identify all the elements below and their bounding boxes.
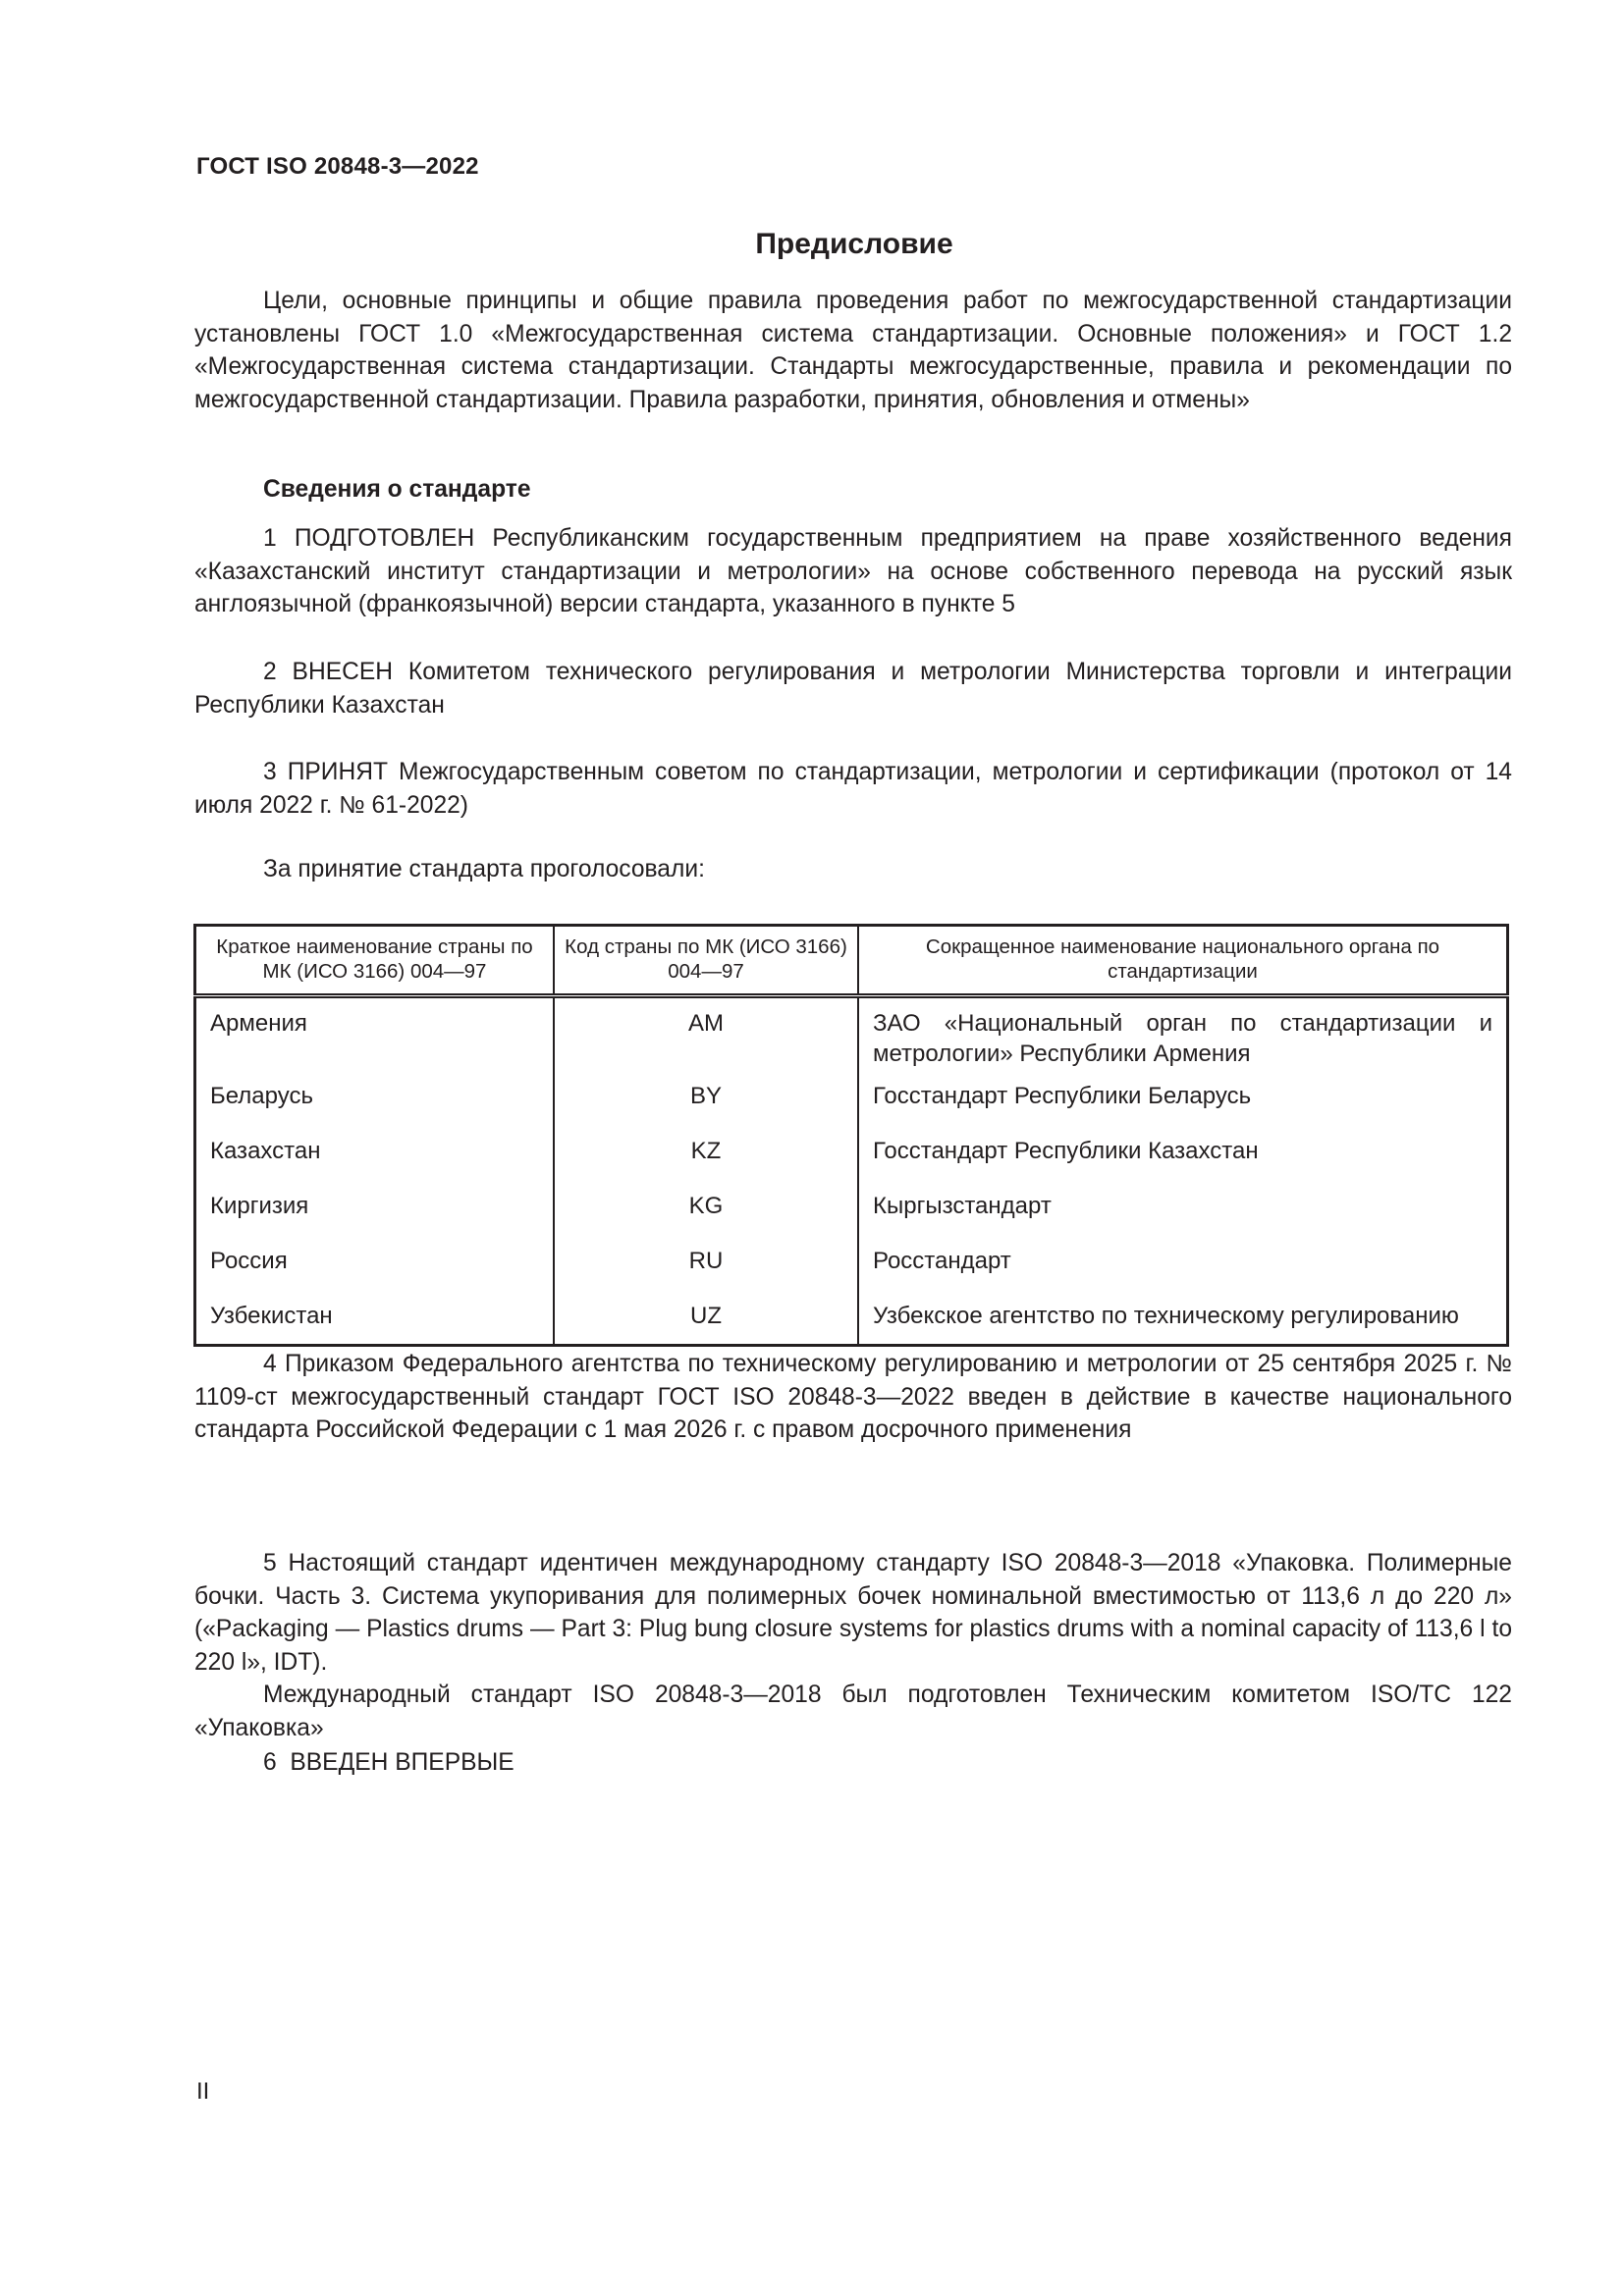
code-cell: RU bbox=[554, 1240, 858, 1295]
vote-intro: За принятие стандарта проголосовали: bbox=[263, 856, 705, 882]
country-cell: Узбекистан bbox=[195, 1295, 555, 1346]
org-cell: ЗАО «Национальный орган по стандартизации и метрологии» Республики Армения bbox=[873, 1010, 1492, 1067]
table-row bbox=[195, 1075, 1508, 1130]
intro-paragraph: Цели, основные принципы и общие правила проведения работ по межгосударственной стандартизации установлены ГОСТ 1.0 «Межгосударственная система стандартизации. Основные положения» и ГОСТ 1.2 «Межгосударственная система стандартизации. Стандарты межгосударственные, правила и рекомендации по межгосударственной стандартизации. Правила разработки, принятия, обновления и отмены» bbox=[194, 288, 1512, 413]
org-cell: Госстандарт Республики Казахстан bbox=[873, 1138, 1259, 1164]
column-header-country: Краткое наименование страны по МК (ИСО 3166) 004—97 bbox=[195, 926, 555, 996]
column-header-code: Код страны по МК (ИСО 3166) 004—97 bbox=[554, 926, 858, 996]
country-cell: Казахстан bbox=[195, 1130, 555, 1185]
voting-table bbox=[193, 924, 1509, 1347]
table-row bbox=[195, 1185, 1508, 1240]
country-cell: Армения bbox=[195, 996, 555, 1076]
org-cell: Кыргызстандарт bbox=[873, 1193, 1052, 1219]
section-heading: Сведения о стандарте bbox=[263, 476, 531, 503]
table-row bbox=[195, 996, 1508, 1076]
country-cell: Россия bbox=[195, 1240, 555, 1295]
table-row bbox=[195, 1295, 1508, 1346]
item-2: 2 ВНЕСЕН Комитетом технического регулирования и метрологии Министерства торговли и интеграции Республики Казахстан bbox=[194, 659, 1512, 719]
org-cell: Росстандарт bbox=[873, 1248, 1011, 1274]
item-3: 3 ПРИНЯТ Межгосударственным советом по стандартизации, метрологии и сертификации (протокол от 14 июля 2022 г. № 61-2022) bbox=[194, 759, 1512, 819]
table-header-row bbox=[195, 926, 1508, 996]
page-number: II bbox=[196, 2078, 210, 2105]
country-cell: Беларусь bbox=[195, 1075, 555, 1130]
item-5-extra: Международный стандарт ISO 20848-3—2018 был подготовлен Техническим комитетом ISO/TC 122 «Упаковка» bbox=[194, 1682, 1512, 1741]
code-cell: AM bbox=[554, 996, 858, 1076]
table-row bbox=[195, 1240, 1508, 1295]
page-title: Предисловие bbox=[755, 228, 953, 260]
item-6: 6 ВВЕДЕН ВПЕРВЫЕ bbox=[263, 1749, 514, 1776]
code-cell: KZ bbox=[554, 1130, 858, 1185]
code-cell: UZ bbox=[554, 1295, 858, 1346]
org-cell: Узбекское агентство по техническому регулированию bbox=[873, 1303, 1459, 1329]
country-cell: Киргизия bbox=[195, 1185, 555, 1240]
document-code: ГОСТ ISO 20848-3—2022 bbox=[196, 153, 479, 180]
code-cell: KG bbox=[554, 1185, 858, 1240]
item-1: 1 ПОДГОТОВЛЕН Республиканским государственным предприятием на праве хозяйственного ведения «Казахстанский институт стандартизации и метрологии» на основе собственного перевода на русский язык англоязычной (франкоязычной) версии стандарта, указанного в пункте 5 bbox=[194, 525, 1512, 617]
item-4: 4 Приказом Федерального агентства по техническому регулированию и метрологии от 25 сентября 2025 г. № 1109-ст межгосударственный стандарт ГОСТ ISO 20848-3—2022 введен в действие в качестве национального стандарта Российской Федерации с 1 мая 2026 г. с правом досрочного применения bbox=[194, 1351, 1512, 1443]
org-cell: Госстандарт Республики Беларусь bbox=[873, 1083, 1252, 1109]
table-row bbox=[195, 1130, 1508, 1185]
column-header-org: Сокращенное наименование национального органа по стандартизации bbox=[858, 926, 1508, 996]
item-5: 5 Настоящий стандарт идентичен международному стандарту ISO 20848-3—2018 «Упаковка. Полимерные бочки. Часть 3. Система укупоривания для полимерных бочек номинальной вместимостью от 113,6 л до 220 л» («Packaging — Plastics drums — Part 3: Plug bung closure systems for plastics drums with a nominal capacity of 113,6 l to 220 l», IDT). Международный стандарт ISO 20848-3—2018 был подготовлен Техническим комитетом ISO/TC 122 «Упаковка» bbox=[194, 1550, 1512, 1741]
code-cell: BY bbox=[554, 1075, 858, 1130]
